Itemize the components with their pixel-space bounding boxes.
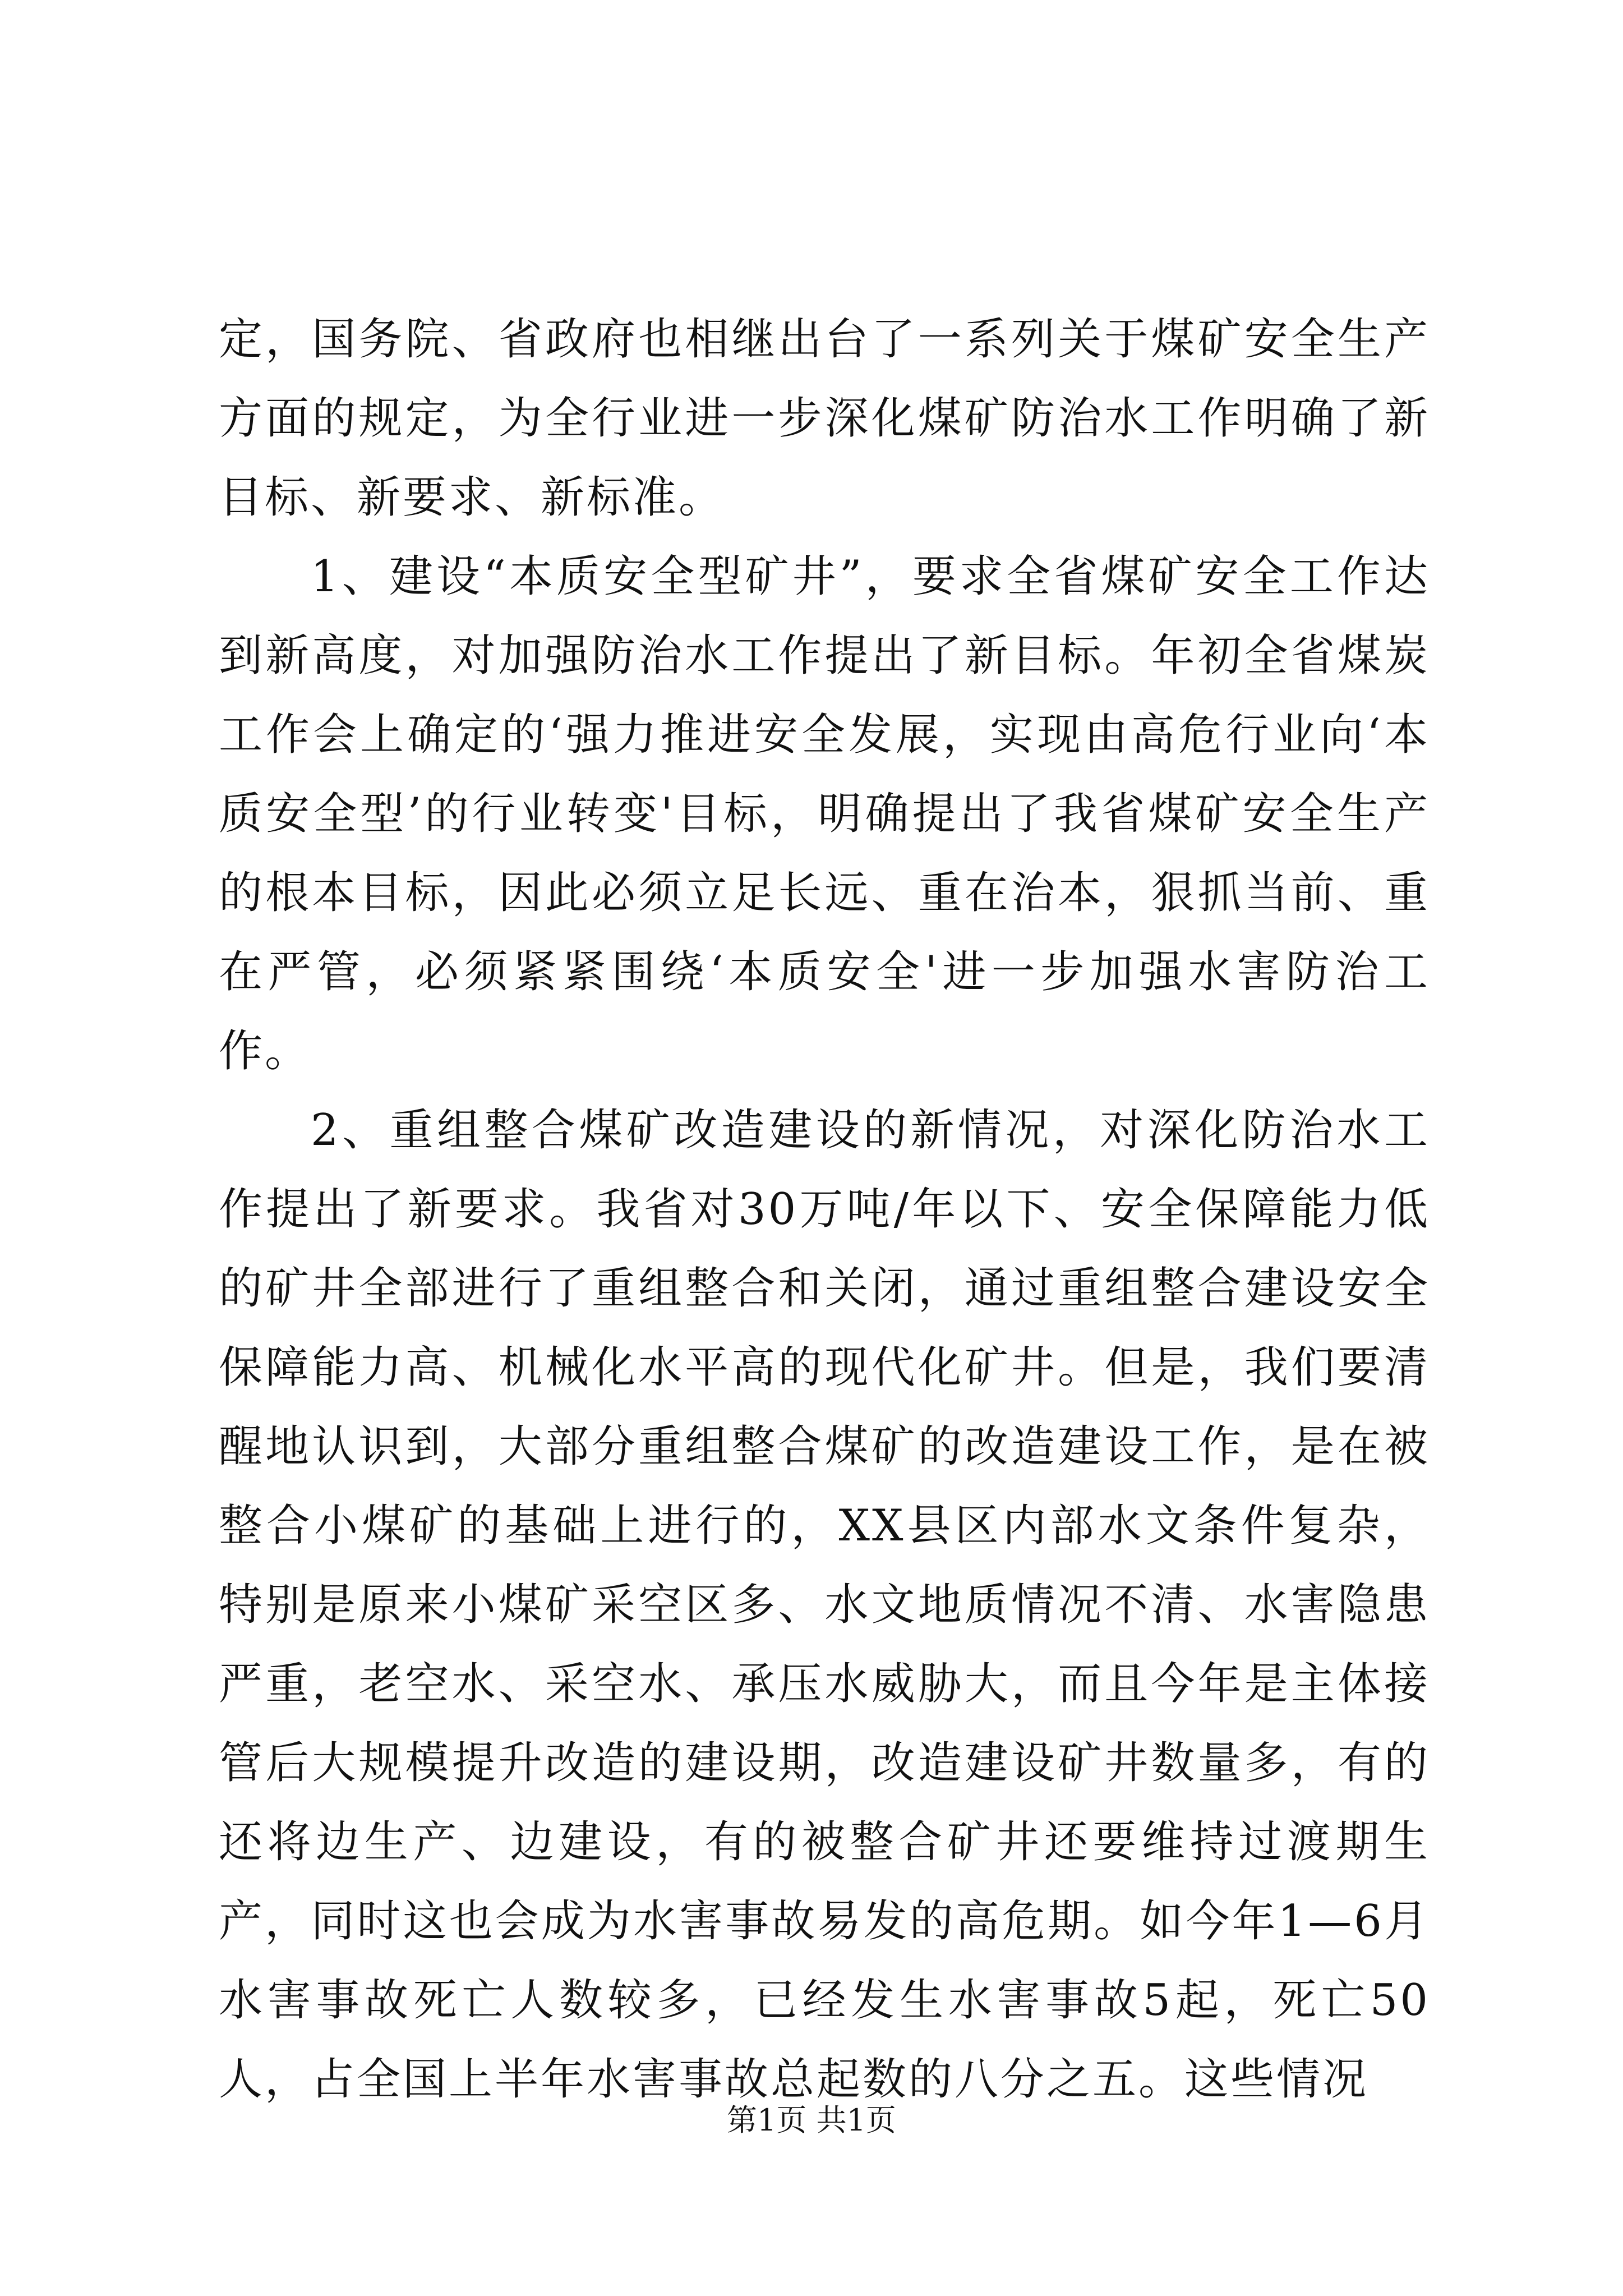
- page-footer: 第1页 共1页: [727, 2102, 896, 2138]
- document-body: [219, 300, 1430, 2119]
- paragraph-continuation: 定，国务院、省政府也相继出台了一系列关于煤矿安全生产方面的规定，为全行业进一步深化煤矿防治水工作明确了新目标、新要求、新标准。: [219, 314, 1430, 523]
- paragraph-item-1: 1、建设“本质安全型矿井”，要求全省煤矿安全工作达到新高度，对加强防治水工作提出了新目标。年初全省煤炭工作会上确定的‘强力推进安全发展，实现由高危行业向‘本质安全型’的行业转变'目标，明确提出了我省煤矿安全生产的根本目标，因此必须立足长远、重在治本，狠抓当前、重在严管，必须紧紧围绕‘本质安全'进一步加强水害防治工作。: [219, 551, 1430, 1076]
- paragraph-item-2: 2、重组整合煤矿改造建设的新情况，对深化防治水工作提出了新要求。我省对30万吨/年以下、安全保障能力低的矿井全部进行了重组整合和关闭，通过重组整合建设安全保障能力高、机械化水平高的现代化矿井。但是，我们要清醒地认识到，大部分重组整合煤矿的改造建设工作，是在被整合小煤矿的基础上进行的，XX县区内部水文条件复杂，特别是原来小煤矿采空区多、水文地质情况不清、水害隐患严重，老空水、采空水、承压水威胁大，而且今年是主体接管后大规模提升改造的建设期，改造建设矿井数量多，有的还将边生产、边建设，有的被整合矿井还要维持过渡期生产，同时这也会成为水害事故易发的高危期。如今年1—6月水害事故死亡人数较多，已经发生水害事故5起，死亡50人，占全国上半年水害事故总起数的八分之五。这些情况: [219, 1105, 1430, 2105]
